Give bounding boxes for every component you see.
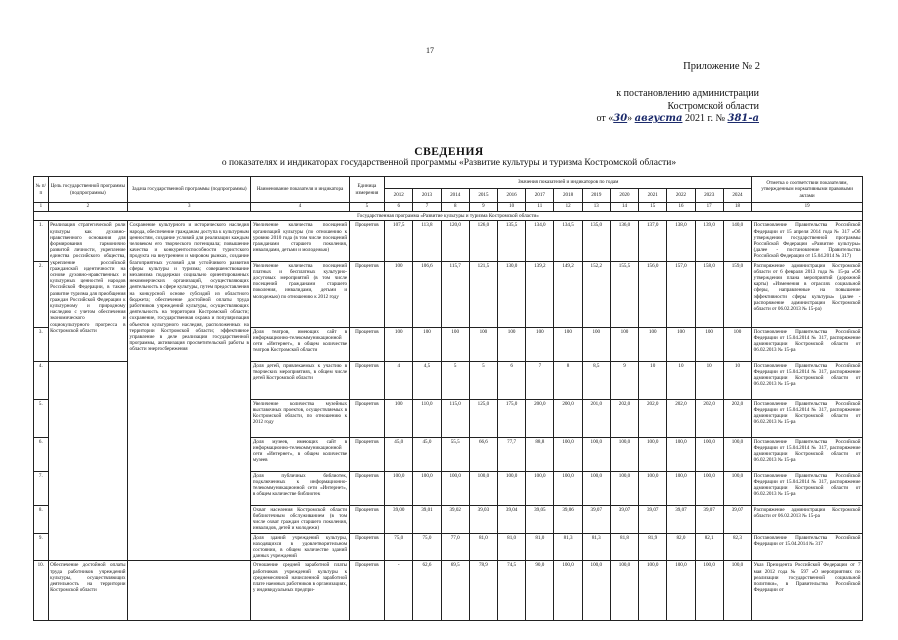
value-cell: 8,5 bbox=[582, 361, 610, 399]
value-cell: 62,6 bbox=[413, 561, 441, 621]
value-cell: 113,8 bbox=[413, 221, 441, 261]
value-cell: 134,0 bbox=[526, 221, 554, 261]
value-cell: 5 bbox=[469, 361, 497, 399]
value-cell: 7 bbox=[526, 361, 554, 399]
value-cell: 100,0 bbox=[723, 561, 751, 621]
value-cell: 77,0 bbox=[441, 533, 469, 561]
unit-cell: Процентов bbox=[349, 505, 385, 533]
column-number: 3 bbox=[128, 203, 251, 212]
value-cell: 100 bbox=[498, 327, 526, 361]
value-cell: 100 bbox=[639, 327, 667, 361]
decree-line-2: Костромской области bbox=[667, 100, 759, 112]
value-cell: 100 bbox=[441, 327, 469, 361]
indicator-cell: Увеличение количества посещений платных и бесплатных культурно-досуговых мероприятий (в том числе посещений гражданами старшего поколения, инвалидами, детьми и молодежью) по отношению к 2012 году bbox=[251, 261, 349, 327]
indicator-cell: Увеличение количества музейных выставочных проектов, осуществляемых в Костромской области, по отношению к 2012 году bbox=[251, 399, 349, 437]
header-year: 2013 bbox=[413, 189, 441, 203]
unit-cell: Процентов bbox=[349, 533, 385, 561]
value-cell: 100,0 bbox=[639, 561, 667, 621]
value-cell: 10 bbox=[639, 361, 667, 399]
decree-date-line bbox=[596, 113, 759, 126]
program-title-row: Государственная программа «Развитие культуры и туризма Костромской области» bbox=[34, 212, 863, 221]
value-cell: 10 bbox=[667, 361, 695, 399]
column-number: 6 bbox=[385, 203, 413, 212]
value-cell: 121,5 bbox=[469, 261, 497, 327]
header-year: 2022 bbox=[667, 189, 695, 203]
decree-prefix: от « bbox=[596, 113, 614, 124]
value-cell: 100,0 bbox=[610, 471, 638, 505]
value-cell: 107,5 bbox=[385, 221, 413, 261]
indicator-cell: Доля музеев, имеющих сайт в информационно-телекоммуникационной сети «Интернет», в общем количестве музеев bbox=[251, 437, 349, 471]
indicator-cell: Отношение средней заработной платы работников учреждений культуры к среднемесячной начисленной заработной плате наемных работников в организациях, у индивидуальных предпри- bbox=[251, 561, 349, 621]
note-cell: Постановление Правительства Российской Федерации от 15.04.2014 № 317, распоряжение администрации Костромской области от 06.02.2013 № 15-ра bbox=[752, 327, 863, 361]
value-cell: 39,07 bbox=[582, 505, 610, 533]
header-note: Отметка о соответствии показателям, утвержденным нормативными правовыми актами bbox=[752, 177, 863, 203]
value-cell: 81,0 bbox=[526, 533, 554, 561]
value-cell: 100,0 bbox=[667, 471, 695, 505]
column-number: 8 bbox=[441, 203, 469, 212]
value-cell: 55,5 bbox=[441, 437, 469, 471]
row-number: 7. bbox=[34, 471, 49, 505]
row-number: 8. bbox=[34, 505, 49, 533]
value-cell: 100,0 bbox=[413, 471, 441, 505]
note-cell: Постановление Правительства Российской Федерации от 15.04.2014 № 317 bbox=[752, 533, 863, 561]
value-cell: 155,5 bbox=[610, 261, 638, 327]
value-cell: 100,0 bbox=[469, 471, 497, 505]
value-cell: 81,3 bbox=[554, 533, 582, 561]
note-cell: Распоряжение администрации Костромской области от 6 февраля 2013 года № 15-ра «Об утверждении плана мероприятий (дорожной карты) «Изменения в отраслях социальной сферы, направленные на повышение эффективности сферы культуры» (далее - распоряжение администрации Костромской области от 06.02.2013 № 15-ра) bbox=[752, 261, 863, 327]
column-number: 5 bbox=[349, 203, 385, 212]
value-cell: 100,0 bbox=[526, 471, 554, 505]
task-cell: Сохранение культурного и исторического наследия народа, обеспечение гражданам доступа к культурным ценностям, создание условий для реализации каждым человеком его творческого потенциала; повышение качества и конкурентоспособности туристского продукта на внутреннем и мировом рынках, создание благоприятных условий для устойчивого развития сферы культуры и туризма; совершенствование механизма поддержки социально ориентированных некоммерческих организаций, осуществляющих деятельность в сфере культуры, путем предоставления на конкурсной основе субсидий из областного бюджета; обеспечение достойной оплаты труда работников учреждений культуры, осуществляющих деятельность на территории Костромской области; сохранение, государственная охрана и популяризация объектов культурного наследия, расположенных на территории Костромской области; эффективное управление в деле реализации государственной программы, активизация просветительской работы в области энергосбережения bbox=[128, 221, 251, 561]
indicators-table bbox=[33, 176, 863, 621]
column-number: 14 bbox=[610, 203, 638, 212]
header-year: 2019 bbox=[582, 189, 610, 203]
value-cell: 78,9 bbox=[469, 561, 497, 621]
column-number: 18 bbox=[723, 203, 751, 212]
indicator-cell: Увеличение количества посещений организаций культуры (по отношению к уровню 2010 года (в том числе посещений гражданами старшего поколения, инвалидами, детьми и молодежью) bbox=[251, 221, 349, 261]
value-cell: 120,0 bbox=[441, 221, 469, 261]
table-row bbox=[34, 561, 863, 621]
value-cell: 139,2 bbox=[526, 261, 554, 327]
table-row bbox=[34, 221, 863, 261]
value-cell: 5 bbox=[441, 361, 469, 399]
row-number: 6. bbox=[34, 437, 49, 471]
value-cell: 100,0 bbox=[667, 437, 695, 471]
unit-cell: Процентов bbox=[349, 327, 385, 361]
note-cell: Постановление Правительства Российской Федерации от 15.04.2014 № 317, распоряжение администрации Костромской области от 06.02.2013 № 15-ра bbox=[752, 437, 863, 471]
row-number: 9. bbox=[34, 533, 49, 561]
indicator-cell: Охват населения Костромской области библиотечным обслуживанием (в том числе охват граждан старшего поколения, инвалидов, детей и молодежи) bbox=[252, 506, 348, 532]
header-year: 2015 bbox=[469, 189, 497, 203]
note-cell: Указ Президента Российской Федерации от 7 мая 2012 года № 597 «О мероприятиях по реализации государственной социальной политики», в Правительства Российской Федерации от bbox=[752, 561, 863, 621]
value-cell: 100,0 bbox=[441, 471, 469, 505]
header-year: 2020 bbox=[610, 189, 638, 203]
value-cell: 100,0 bbox=[667, 561, 695, 621]
value-cell: 152,2 bbox=[582, 261, 610, 327]
value-cell: 77,7 bbox=[498, 437, 526, 471]
value-cell: 100,0 bbox=[554, 471, 582, 505]
header-year: 2024 bbox=[723, 189, 751, 203]
value-cell: - bbox=[385, 561, 413, 621]
row-number: 1. bbox=[34, 221, 49, 261]
value-cell: 100,0 bbox=[695, 471, 723, 505]
value-cell: 156,0 bbox=[639, 261, 667, 327]
value-cell: 158,0 bbox=[695, 261, 723, 327]
header-task: Задача государственной программы (подпрограммы) bbox=[128, 177, 251, 203]
indicator-cell: Доля театров, имеющих сайт в информационно-телекоммуникационной сети «Интернет», в общем количестве театров Костромской области bbox=[251, 327, 349, 361]
value-cell: 100,0 bbox=[610, 437, 638, 471]
value-cell: 100 bbox=[413, 327, 441, 361]
value-cell: 100,0 bbox=[695, 437, 723, 471]
column-number: 19 bbox=[752, 203, 863, 212]
value-cell: 100 bbox=[385, 327, 413, 361]
decree-line-1: к постановлению администрации bbox=[616, 88, 759, 99]
value-cell: 202,0 bbox=[639, 399, 667, 437]
value-cell: 106,6 bbox=[413, 261, 441, 327]
value-cell: 115,7 bbox=[441, 261, 469, 327]
header-year: 2021 bbox=[639, 189, 667, 203]
value-cell: 126,0 bbox=[469, 221, 497, 261]
value-cell: 139,0 bbox=[695, 221, 723, 261]
value-cell: 81,3 bbox=[582, 533, 610, 561]
value-cell: 140,0 bbox=[723, 221, 751, 261]
indicator-cell: Доля детей, привлекаемых к участию в творческих мероприятиях, в общем числе детей Костромской области bbox=[251, 361, 349, 399]
column-number: 9 bbox=[469, 203, 497, 212]
column-number: 17 bbox=[695, 203, 723, 212]
value-cell: 100,0 bbox=[639, 437, 667, 471]
column-number: 13 bbox=[582, 203, 610, 212]
decree-year: 2021 г. № bbox=[684, 113, 725, 124]
value-cell: 100,0 bbox=[582, 561, 610, 621]
value-cell: 75,0 bbox=[385, 533, 413, 561]
value-cell: 81,9 bbox=[639, 533, 667, 561]
value-cell: 39,05 bbox=[526, 505, 554, 533]
value-cell: 74,5 bbox=[498, 561, 526, 621]
row-number: 5. bbox=[34, 399, 49, 437]
header-indicator: Наименование показателя и индикатора bbox=[251, 177, 349, 203]
value-cell: 39,00 bbox=[385, 505, 413, 533]
unit-cell: Процентов bbox=[349, 471, 385, 505]
value-cell: 157,0 bbox=[667, 261, 695, 327]
value-cell: 39,01 bbox=[413, 505, 441, 533]
value-cell: 135,5 bbox=[498, 221, 526, 261]
value-cell: 100 bbox=[385, 399, 413, 437]
note-cell: Постановление Правительства Российской Федерации от 15.04.2014 № 317, распоряжение администрации Костромской области от 06.02.2013 № 15-ра bbox=[752, 399, 863, 437]
header-year: 2017 bbox=[526, 189, 554, 203]
value-cell: 100 bbox=[582, 327, 610, 361]
value-cell: 82,3 bbox=[723, 533, 751, 561]
value-cell: 100,0 bbox=[554, 437, 582, 471]
header-num: № п/п bbox=[34, 177, 49, 203]
header-year: 2014 bbox=[441, 189, 469, 203]
column-number: 16 bbox=[667, 203, 695, 212]
value-cell: 202,0 bbox=[610, 399, 638, 437]
value-cell: 100 bbox=[610, 327, 638, 361]
column-number: 1 bbox=[34, 203, 49, 212]
value-cell: 100 bbox=[526, 327, 554, 361]
document-title: СВЕДЕНИЯ bbox=[414, 146, 484, 158]
value-cell: 100,0 bbox=[723, 437, 751, 471]
value-cell: 202,0 bbox=[667, 399, 695, 437]
value-cell: 200,0 bbox=[526, 399, 554, 437]
value-cell: 82,1 bbox=[695, 533, 723, 561]
column-number: 10 bbox=[498, 203, 526, 212]
value-cell: 202,0 bbox=[723, 399, 751, 437]
unit-cell: Процентов bbox=[349, 561, 385, 621]
value-cell: 100 bbox=[695, 327, 723, 361]
row-number: 2. bbox=[34, 261, 49, 327]
value-cell: 149,2 bbox=[554, 261, 582, 327]
value-cell: 39,07 bbox=[667, 505, 695, 533]
header-year: 2012 bbox=[385, 189, 413, 203]
value-cell: 100,0 bbox=[610, 561, 638, 621]
value-cell: 100,0 bbox=[639, 471, 667, 505]
value-cell: 39,02 bbox=[441, 505, 469, 533]
goal-cell: Реализация стратегической роли культуры как духовно-нравственного основания для формирования гармонично развитой личности, укрепление единства российского общества, укрепление российской гражданской идентичности на основе духовно-нравственных и культурных ценностей народов Российской Федерации, в также развитие туризма для приобщения граждан Российской Федерации к культурному и природному наследию с учетом обеспечения экономического и социокультурного прогресса в Костромской области bbox=[48, 221, 127, 361]
header-year: 2016 bbox=[498, 189, 526, 203]
note-cell: Постановление Правительства Российской Федерации от 15.04.2014 № 317, распоряжение администрации Костромской области от 06.02.2013 № 15-ра bbox=[752, 361, 863, 399]
task-cell-2 bbox=[128, 561, 251, 621]
value-cell: 100 bbox=[667, 327, 695, 361]
value-cell: 202,0 bbox=[695, 399, 723, 437]
indicator-cell: Доля зданий учреждений культуры, находящихся в удовлетворительном состоянии, в общем количестве зданий данных учреждений bbox=[252, 534, 348, 560]
value-cell: 10 bbox=[695, 361, 723, 399]
unit-cell: Процентов bbox=[349, 361, 385, 399]
value-cell: 45,0 bbox=[413, 437, 441, 471]
column-number: 2 bbox=[48, 203, 127, 212]
value-cell: 39,07 bbox=[610, 505, 638, 533]
value-cell: 201,0 bbox=[582, 399, 610, 437]
note-cell: Постановление Правительства Российской Федерации от 15 апреля 2014 года № 317 «Об утверждении государственной программы Российской Федерации «Развитие культуры» (далее - постановление Правительства Российской Федерации от 15.04.2014 № 317) bbox=[753, 222, 861, 260]
note-cell: Постановление Правительства Российской Федерации от 15.04.2014 № 317, распоряжение администрации Костромской области от 06.02.2013 № 15-ра bbox=[752, 471, 863, 505]
value-cell: 81,0 bbox=[469, 533, 497, 561]
unit-cell: Процентов bbox=[349, 437, 385, 471]
column-number: 7 bbox=[413, 203, 441, 212]
column-number: 4 bbox=[251, 203, 349, 212]
header-goal: Цель государственной программы (подпрограммы) bbox=[48, 177, 127, 203]
decree-mid: » bbox=[627, 113, 633, 124]
value-cell: 115,0 bbox=[441, 399, 469, 437]
value-cell: 159,0 bbox=[723, 261, 751, 327]
unit-cell: Процентов bbox=[349, 261, 385, 327]
column-number: 15 bbox=[639, 203, 667, 212]
value-cell: 81,8 bbox=[610, 533, 638, 561]
value-cell: 100,0 bbox=[723, 471, 751, 505]
decree-number: 381-а bbox=[727, 113, 759, 124]
value-cell: 100,0 bbox=[554, 561, 582, 621]
value-cell: 9 bbox=[610, 361, 638, 399]
indicator-cell: Доля публичных библиотек, подключенных к информационно-телекоммуникационной сети «Интернет», в общем количестве библиотек bbox=[251, 471, 349, 505]
value-cell: 136,0 bbox=[610, 221, 638, 261]
decree-day: 30 bbox=[613, 113, 628, 124]
value-cell: 4 bbox=[385, 361, 413, 399]
value-cell: 130,0 bbox=[498, 261, 526, 327]
value-cell: 100 bbox=[385, 261, 413, 327]
document-subtitle: о показателях и индикаторах государственной программы «Развитие культуры и туризма Костромской области» bbox=[221, 158, 677, 168]
value-cell: 6 bbox=[498, 361, 526, 399]
value-cell: 175,0 bbox=[498, 399, 526, 437]
value-cell: 81,0 bbox=[498, 533, 526, 561]
value-cell: 100 bbox=[469, 327, 497, 361]
value-cell: 138,0 bbox=[667, 221, 695, 261]
value-cell: 75,0 bbox=[413, 533, 441, 561]
value-cell: 82,0 bbox=[667, 533, 695, 561]
decree-reference bbox=[596, 88, 759, 126]
value-cell: 39,07 bbox=[723, 505, 751, 533]
value-cell: 137,0 bbox=[639, 221, 667, 261]
value-cell: 100,0 bbox=[385, 471, 413, 505]
value-cell: 100,0 bbox=[582, 471, 610, 505]
header-values-group: Значения показателей и индикаторов по годам bbox=[385, 177, 752, 189]
header-unit: Единица измерения bbox=[349, 177, 385, 203]
value-cell: 125,0 bbox=[469, 399, 497, 437]
page-number: 17 bbox=[426, 46, 434, 55]
value-cell: 110,0 bbox=[413, 399, 441, 437]
column-number: 12 bbox=[554, 203, 582, 212]
column-number: 11 bbox=[526, 203, 554, 212]
unit-cell: Процентов bbox=[349, 399, 385, 437]
appendix-label: Приложение № 2 bbox=[683, 61, 760, 72]
row-number: 3. bbox=[34, 327, 49, 361]
value-cell: 134,5 bbox=[554, 221, 582, 261]
value-cell: 100,0 bbox=[582, 437, 610, 471]
value-cell: 135,0 bbox=[582, 221, 610, 261]
header-year: 2018 bbox=[554, 189, 582, 203]
note-cell: Распоряжение администрации Костромской области от 06.02.2013 № 15-ра bbox=[752, 505, 863, 533]
value-cell: 100 bbox=[554, 327, 582, 361]
value-cell: 90,0 bbox=[526, 561, 554, 621]
value-cell: 39,07 bbox=[639, 505, 667, 533]
header-year: 2023 bbox=[695, 189, 723, 203]
value-cell: 39,07 bbox=[695, 505, 723, 533]
value-cell: 10 bbox=[723, 361, 751, 399]
row-number: 10. bbox=[34, 561, 49, 621]
decree-month: августа bbox=[634, 113, 683, 124]
value-cell: 4,5 bbox=[413, 361, 441, 399]
value-cell: 100,0 bbox=[695, 561, 723, 621]
row-number: 4. bbox=[34, 361, 49, 399]
value-cell: 39,03 bbox=[469, 505, 497, 533]
value-cell: 200,0 bbox=[554, 399, 582, 437]
goal-cell-empty bbox=[48, 361, 127, 561]
value-cell: 100 bbox=[723, 327, 751, 361]
value-cell: 45,0 bbox=[385, 437, 413, 471]
value-cell: 8 bbox=[554, 361, 582, 399]
value-cell: 69,5 bbox=[441, 561, 469, 621]
goal-cell-2: Обеспечение достойной оплаты труда работников учреждений культуры, осуществляющих деятельность на территории Костромской области bbox=[48, 561, 127, 621]
value-cell: 39,04 bbox=[498, 505, 526, 533]
value-cell: 39,06 bbox=[554, 505, 582, 533]
value-cell: 88,8 bbox=[526, 437, 554, 471]
value-cell: 100,0 bbox=[498, 471, 526, 505]
value-cell: 66,6 bbox=[469, 437, 497, 471]
unit-cell: Процентов bbox=[349, 221, 385, 261]
